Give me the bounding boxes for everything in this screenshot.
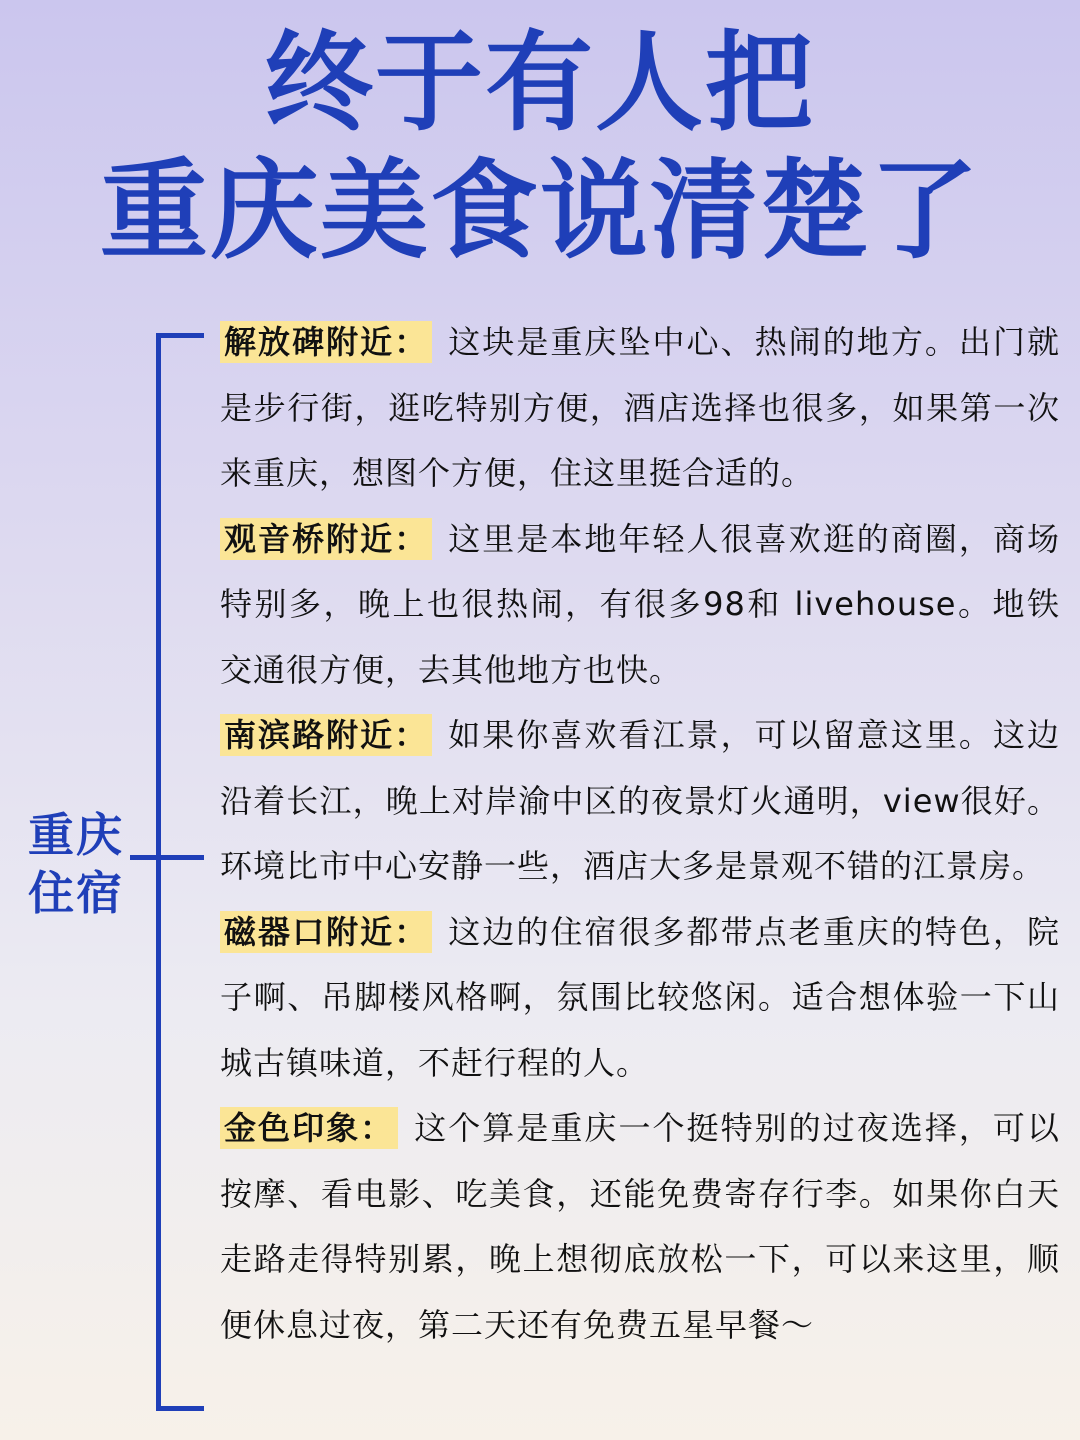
entry-text: 这个算是重庆一个挺特别的过夜选择，可以按摩、看电影、吃美食，还能免费寄存行李。如果你白天走路走得特别累，晚上想彻底放松一下，可以来这里，顺便休息过夜，第二天还有免费五星早餐～ (220, 1109, 1060, 1344)
entry-title-highlight: 南滨路附近： (220, 714, 432, 756)
bracket-connector (130, 855, 204, 860)
bracket-vertical-line (156, 333, 161, 1411)
entry-guanyinqiao (220, 507, 1060, 704)
entry-text: 如果你喜欢看江景，可以留意这里。这边沿着长江，晚上对岸渝中区的夜景灯火通明，view很好。环境比市中心安静一些，酒店大多是景观不错的江景房。 (220, 716, 1060, 885)
section-label-line-1: 重庆 (28, 808, 124, 862)
page-title-line-2: 重庆美食说清楚了 (99, 149, 980, 274)
section-label (28, 806, 138, 922)
section-label-line-2: 住宿 (28, 866, 124, 920)
entry-title-highlight: 磁器口附近： (220, 911, 432, 953)
entry-text: 这里是本地年轻人很喜欢逛的商圈，商场特别多，晚上也很热闹，有很多98和 livehouse。地铁交通很方便，去其他地方也快。 (220, 519, 1060, 689)
entry-text: 这边的住宿很多都带点老重庆的特色，院子啊、吊脚楼风格啊，氛围比较悠闲。适合想体验一下山城古镇味道，不赶行程的人。 (220, 912, 1060, 1082)
accommodation-list (220, 310, 1060, 1358)
page-title-line-1: 终于有人把 (264, 21, 815, 146)
entry-nanbinlu (220, 703, 1060, 900)
entry-ciqikou (220, 900, 1060, 1097)
entry-title-highlight: 观音桥附近： (220, 518, 432, 560)
entry-title-highlight: 解放碑附近： (220, 321, 432, 363)
entry-jinseyinxiang (220, 1096, 1060, 1358)
entry-jiefangbei (220, 310, 1060, 507)
bracket-bottom-tick (156, 1406, 204, 1411)
bracket-top-tick (156, 333, 204, 338)
entry-title-highlight: 金色印象： (220, 1107, 398, 1149)
entry-text: 这块是重庆坠中心、热闹的地方。出门就是步行街，逛吃特别方便，酒店选择也很多，如果第一次来重庆，想图个方便，住这里挺合适的。 (220, 323, 1060, 492)
